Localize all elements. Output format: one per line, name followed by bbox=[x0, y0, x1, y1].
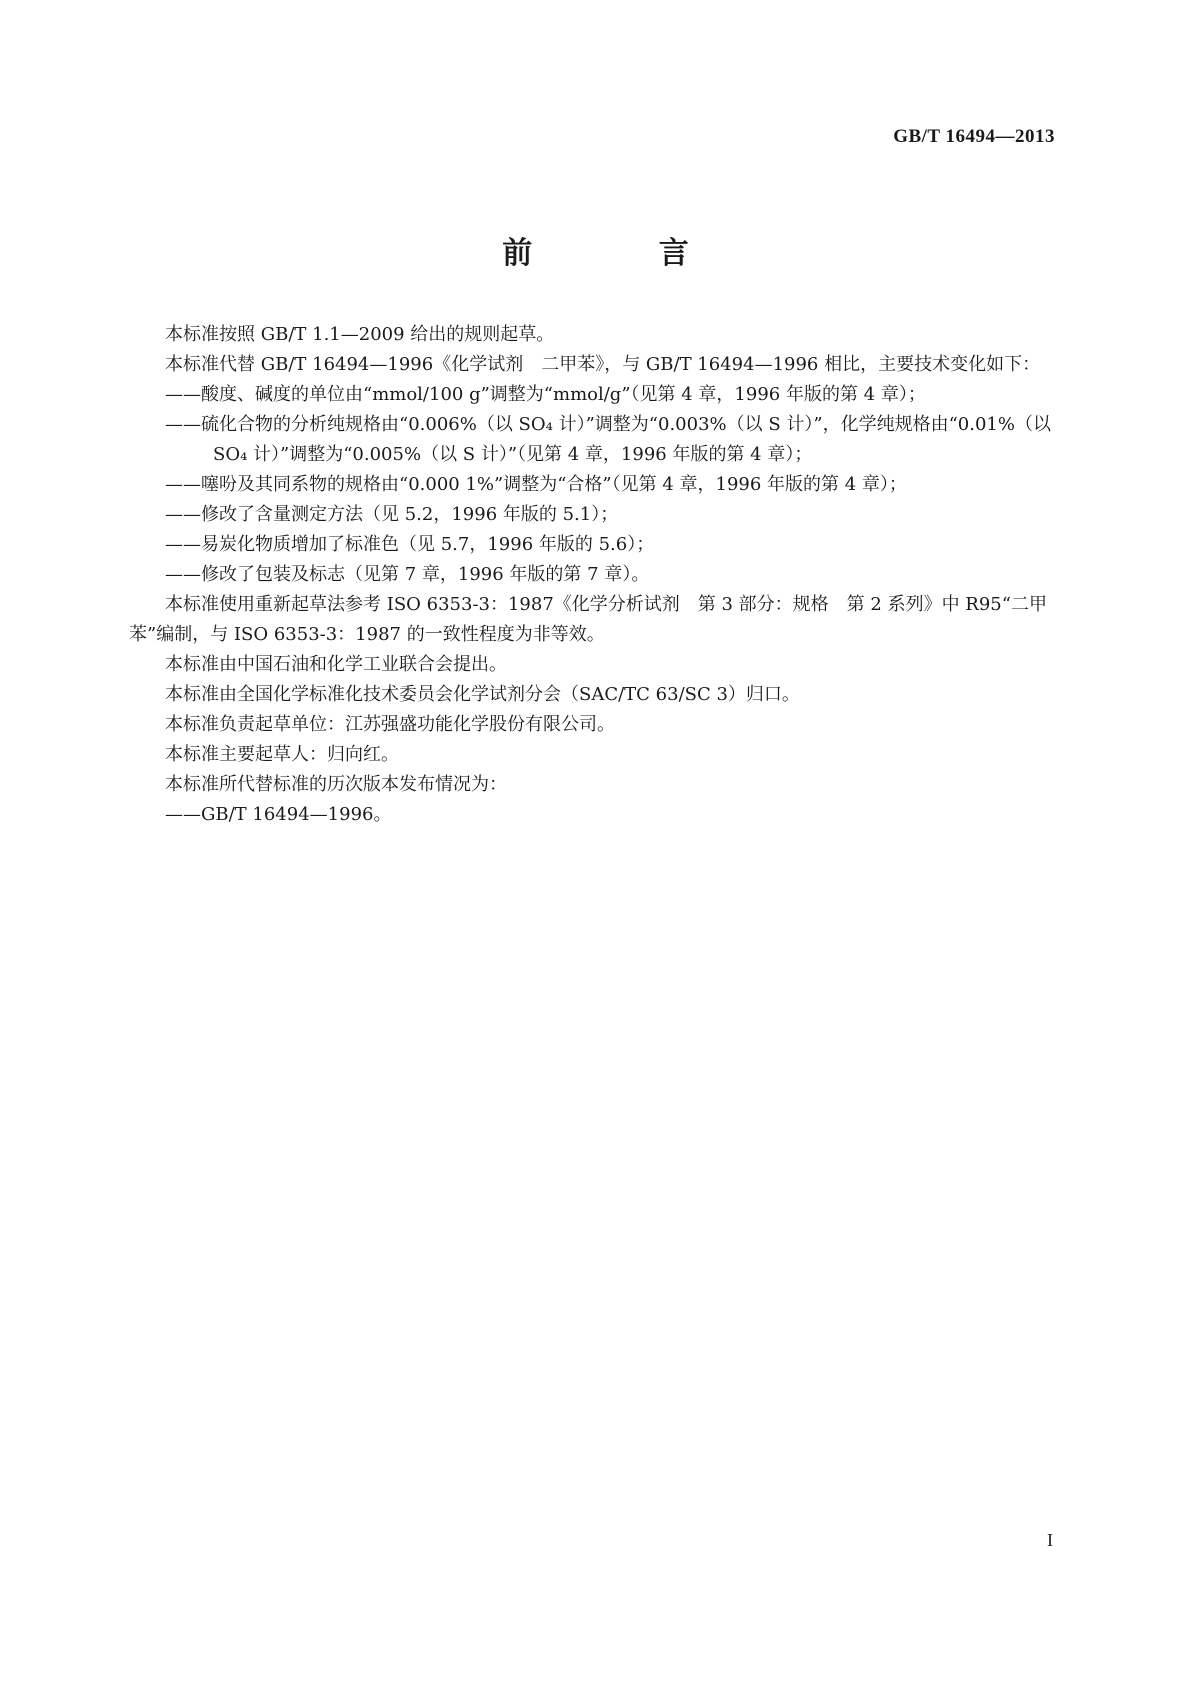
paragraph: 本标准主要起草人：归向红。 bbox=[165, 744, 399, 765]
standard-code: GB/T 16494—2013 bbox=[893, 126, 1055, 147]
paragraph: 本标准按照 GB/T 1.1—2009 给出的规则起草。 bbox=[165, 324, 555, 345]
change-item: ——修改了包装及标志（见第 7 章，1996 年版的第 7 章）。 bbox=[165, 564, 650, 585]
paragraph: 本标准代替 GB/T 16494—1996《化学试剂 二甲苯》，与 GB/T 16494—1996 相比，主要技术变化如下： bbox=[165, 354, 1041, 375]
paragraph: 本标准负责起草单位：江苏强盛功能化学股份有限公司。 bbox=[165, 714, 615, 735]
change-item: ——易炭化物质增加了标准色（见 5.7，1996 年版的 5.6）； bbox=[165, 534, 655, 555]
change-item: ——噻吩及其同系物的规格由“0.000 1%”调整为“合格”（见第 4 章，1996 年版的第 4 章）； bbox=[165, 474, 907, 495]
history-item: ——GB/T 16494—1996。 bbox=[165, 804, 392, 825]
foreword-body bbox=[129, 320, 1053, 830]
paragraph: 本标准所代替标准的历次版本发布情况为： bbox=[165, 774, 507, 795]
paragraph: 本标准由全国化学标准化技术委员会化学试剂分会（SAC/TC 63/SC 3）归口。 bbox=[165, 684, 800, 705]
paragraph: 本标准由中国石油和化学工业联合会提出。 bbox=[165, 654, 507, 675]
page-title: 前 言 bbox=[502, 236, 747, 271]
page-number: I bbox=[1047, 1530, 1053, 1550]
change-item: ——修改了含量测定方法（见 5.2，1996 年版的 5.1）； bbox=[165, 504, 619, 525]
change-item: ——硫化合物的分析纯规格由“0.006%（以 SO₄ 计）”调整为“0.003%（以 S 计）”，化学纯规格由“0.01%（以 SO₄ 计）”调整为“0.005%（以 S 计）”（见第 4 章，1996 年版的第 4 章）； bbox=[165, 414, 1051, 465]
paragraph: 本标准使用重新起草法参考 ISO 6353-3：1987《化学分析试剂 第 3 部分：规格 第 2 系列》中 R95“二甲苯”编制，与 ISO 6353-3：1987 的一致性程度为非等效。 bbox=[129, 594, 1047, 645]
change-item: ——酸度、碱度的单位由“mmol/100 g”调整为“mmol/g”（见第 4 章，1996 年版的第 4 章）； bbox=[165, 384, 926, 405]
